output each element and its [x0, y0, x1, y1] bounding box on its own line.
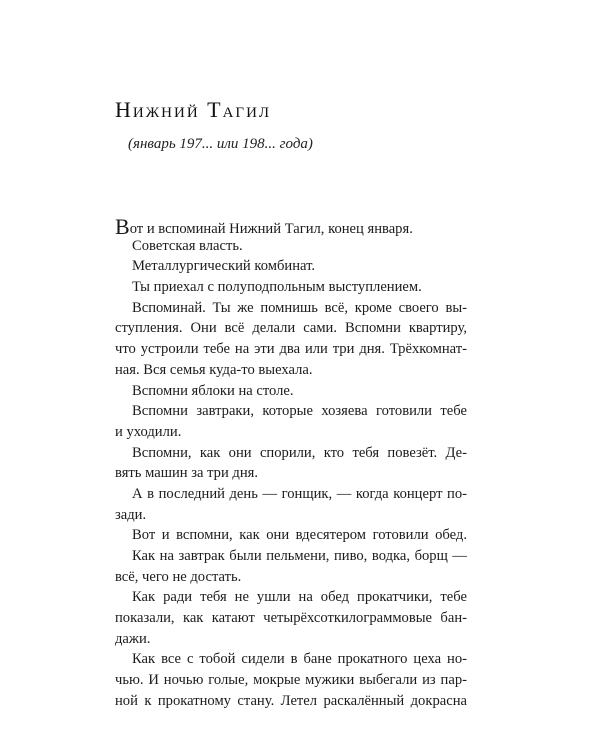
chapter-title: Нижний Тагил [115, 97, 272, 122]
text-line: всё, чего не достать. [115, 568, 242, 585]
text-line: чью. И ночью голые, мокрые мужики выбегали из пар- [115, 672, 467, 689]
drop-cap: В [115, 214, 130, 239]
text-line: Советская власть. [132, 237, 243, 254]
text-line: Вспоминай. Ты же помнишь всё, кроме своего вы- [132, 299, 467, 316]
text-line: Как на завтрак были пельмени, пиво, водка, борщ — [132, 548, 467, 564]
text-line: Вспомни, как они спорили, кто тебя повезёт. Де- [132, 444, 467, 461]
first-line [115, 214, 467, 239]
text-line: Как ради тебя не ушли на обед прокатчики, тебе [132, 589, 467, 606]
text-line: ная. Вся семья куда-то выехала. [115, 361, 313, 378]
text-line: Вот и вспомни, как они вдесятером готовили обед. [132, 527, 467, 544]
text-line: ной к прокатному стану. Летел раскалённый докрасна [115, 692, 467, 709]
text-line: А в последний день — гонщик, — когда концерт по- [132, 485, 467, 502]
text-line: зади. [115, 506, 147, 523]
text-line: что устроили тебе на эти два или три дня. Трёхкомнат- [115, 341, 467, 358]
chapter-subtitle: (январь 197... или 198... года) [128, 136, 313, 152]
text-line: и уходили. [115, 423, 182, 440]
text-line: Вспомни завтраки, которые хозяева готовили тебе [132, 403, 467, 420]
body-text [115, 215, 467, 712]
text-line: Ты приехал с полуподпольным выступлением. [132, 279, 422, 296]
text-line: ступления. Они всё делали сами. Вспомни квартиру, [115, 320, 467, 337]
text-line: Вспомни яблоки на столе. [132, 382, 294, 399]
text-line: Металлургический комбинат. [132, 258, 316, 275]
text-line: показали, как катают четырёхсоткилограммовые бан- [115, 610, 467, 627]
text-line: дажи. [115, 630, 151, 647]
first-line-text: от и вспоминай Нижний Тагил, конец января. [129, 221, 413, 237]
text-line: вять машин за три дня. [115, 465, 259, 482]
text-line: Как все с тобой сидели в бане прокатного цеха но- [132, 651, 467, 668]
